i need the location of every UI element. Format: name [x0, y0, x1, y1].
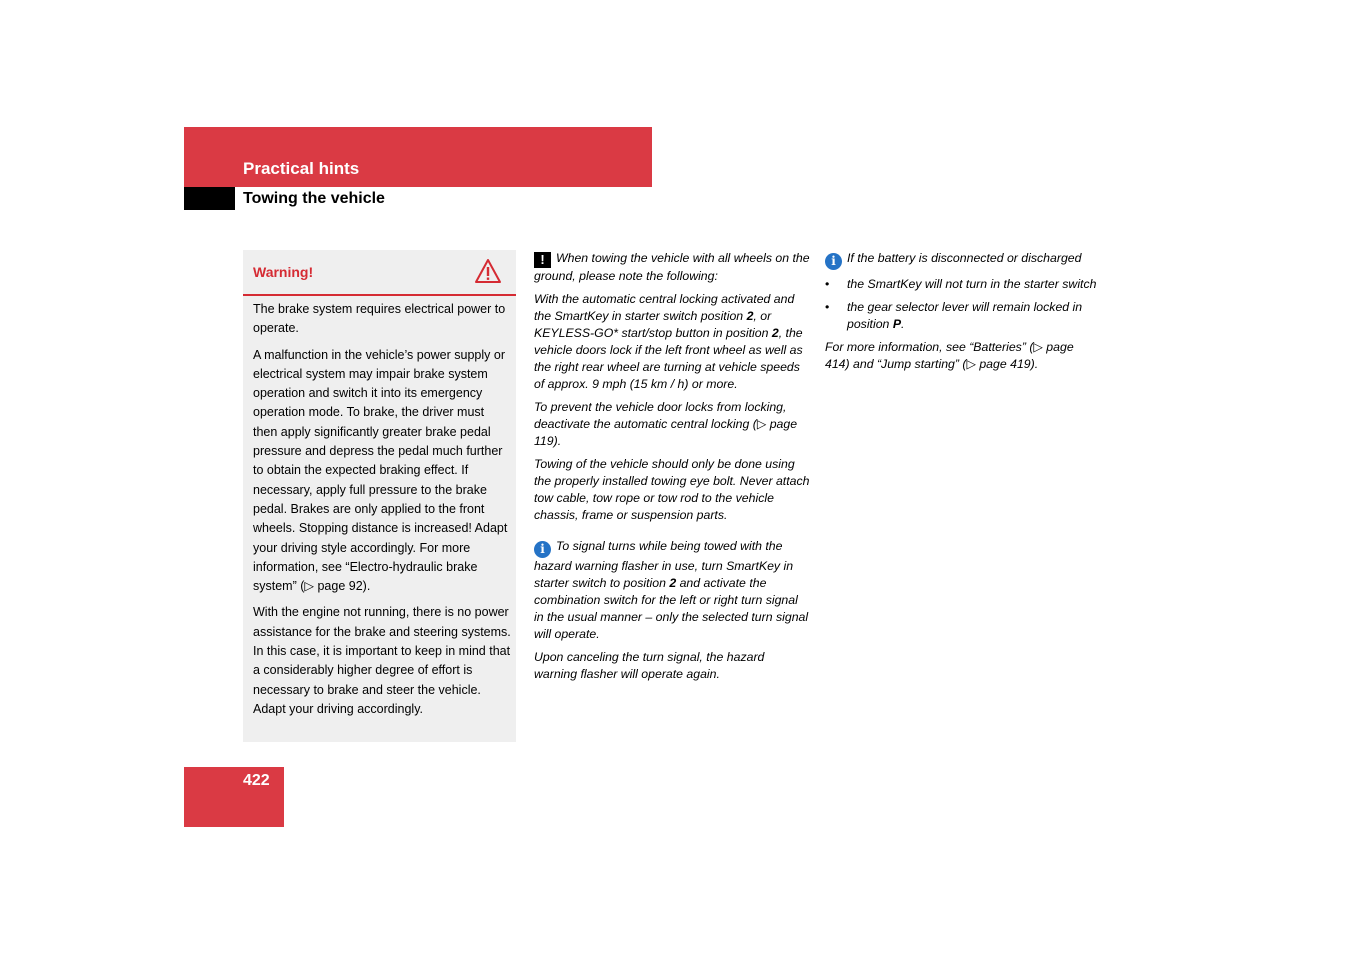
- bullet-icon: •: [825, 300, 830, 314]
- gear-position: P: [892, 317, 902, 331]
- list-item-text: the gear selector lever will remain locked in position: [847, 300, 1083, 331]
- warning-body: [253, 300, 511, 726]
- list-item-text: the SmartKey will not turn in the starter switch: [847, 277, 1097, 291]
- position-value: 2: [771, 326, 779, 340]
- battery-bullet-list: [825, 276, 1101, 333]
- warning-paragraph: The brake system requires electrical power to operate.: [253, 302, 506, 336]
- cancel-signal-paragraph: Upon canceling the turn signal, the hazard warning flasher will operate again.: [534, 650, 765, 681]
- section-title: Practical hints: [243, 159, 360, 178]
- warning-triangle-icon: [474, 258, 502, 284]
- warning-header: [243, 250, 516, 296]
- list-item: [825, 299, 1101, 333]
- info-icon: i: [534, 541, 551, 558]
- text-run: , the vehicle doors lock if the left front wheel as well as the right rear wheel are turning at vehicle speeds of approx. 9 mph (15 km / h) or more.: [534, 326, 803, 391]
- info-text: If the battery is disconnected or discharged: [847, 251, 1082, 265]
- right-column: [825, 250, 1101, 379]
- subsection-title: Towing the vehicle: [243, 190, 385, 207]
- middle-column: [534, 250, 810, 689]
- central-locking-paragraph: [534, 291, 810, 393]
- warning-title: Warning!: [253, 264, 314, 280]
- more-info-paragraph: For more information, see “Batteries” (▷ page 414) and “Jump starting” (▷ page 419).: [825, 340, 1074, 371]
- position-value: 2: [746, 309, 754, 323]
- prevent-locking-paragraph: To prevent the vehicle door locks from locking, deactivate the automatic central locking (▷ page 119).: [534, 400, 798, 448]
- text-run: .: [901, 317, 905, 331]
- text-run: and activate the combination switch for the left or right turn signal in the usual manner – only the selected turn signal will operate.: [534, 576, 809, 641]
- battery-info: [825, 250, 1101, 270]
- page-number: 422: [243, 772, 270, 789]
- warning-paragraph: With the engine not running, there is no power assistance for the brake and steering systems. In this case, it is important to keep in mind that a considerably higher degree of effort is necessary to brake and steer the vehicle. Adapt your driving accordingly.: [253, 605, 511, 716]
- text-run: To signal turns while being towed with the hazard warning flasher in use, turn SmartKey in starter switch to position: [534, 539, 794, 590]
- turn-signal-info: [534, 538, 810, 643]
- section-tab-marker: [184, 187, 235, 210]
- bullet-icon: •: [825, 277, 830, 291]
- warning-box: [243, 250, 516, 742]
- text-run: , or KEYLESS-GO* start/stop button in position: [534, 309, 772, 340]
- warning-paragraph: A malfunction in the vehicle’s power supply or electrical system may impair brake system operation and switch it into its emergency operation mode. To brake, the driver must then apply significantly greater brake pedal pressure and depress the pedal much further to obtain the expected braking effect. If necessary, apply full pressure to the brake pedal. Brakes are only applied to the front wheels. Stopping distance is increased! Adapt your driving style accordingly. For more information, see “Electro-hydraulic brake system” (▷ page 92).: [253, 347, 508, 594]
- notice-paragraph: [534, 250, 810, 285]
- towing-eye-paragraph: Towing of the vehicle should only be done using the properly installed towing eye bolt. Never attach tow cable, tow rope or tow rod to the vehicle chassis, frame or suspension parts.: [534, 457, 810, 522]
- text-run: With the automatic central locking activated and the SmartKey in starter switch position: [534, 292, 795, 323]
- exclamation-icon: !: [534, 252, 551, 268]
- info-icon: i: [825, 253, 842, 270]
- position-value: 2: [669, 576, 677, 590]
- list-item: [825, 276, 1101, 293]
- notice-text: When towing the vehicle with all wheels on the ground, please note the following:: [534, 251, 810, 283]
